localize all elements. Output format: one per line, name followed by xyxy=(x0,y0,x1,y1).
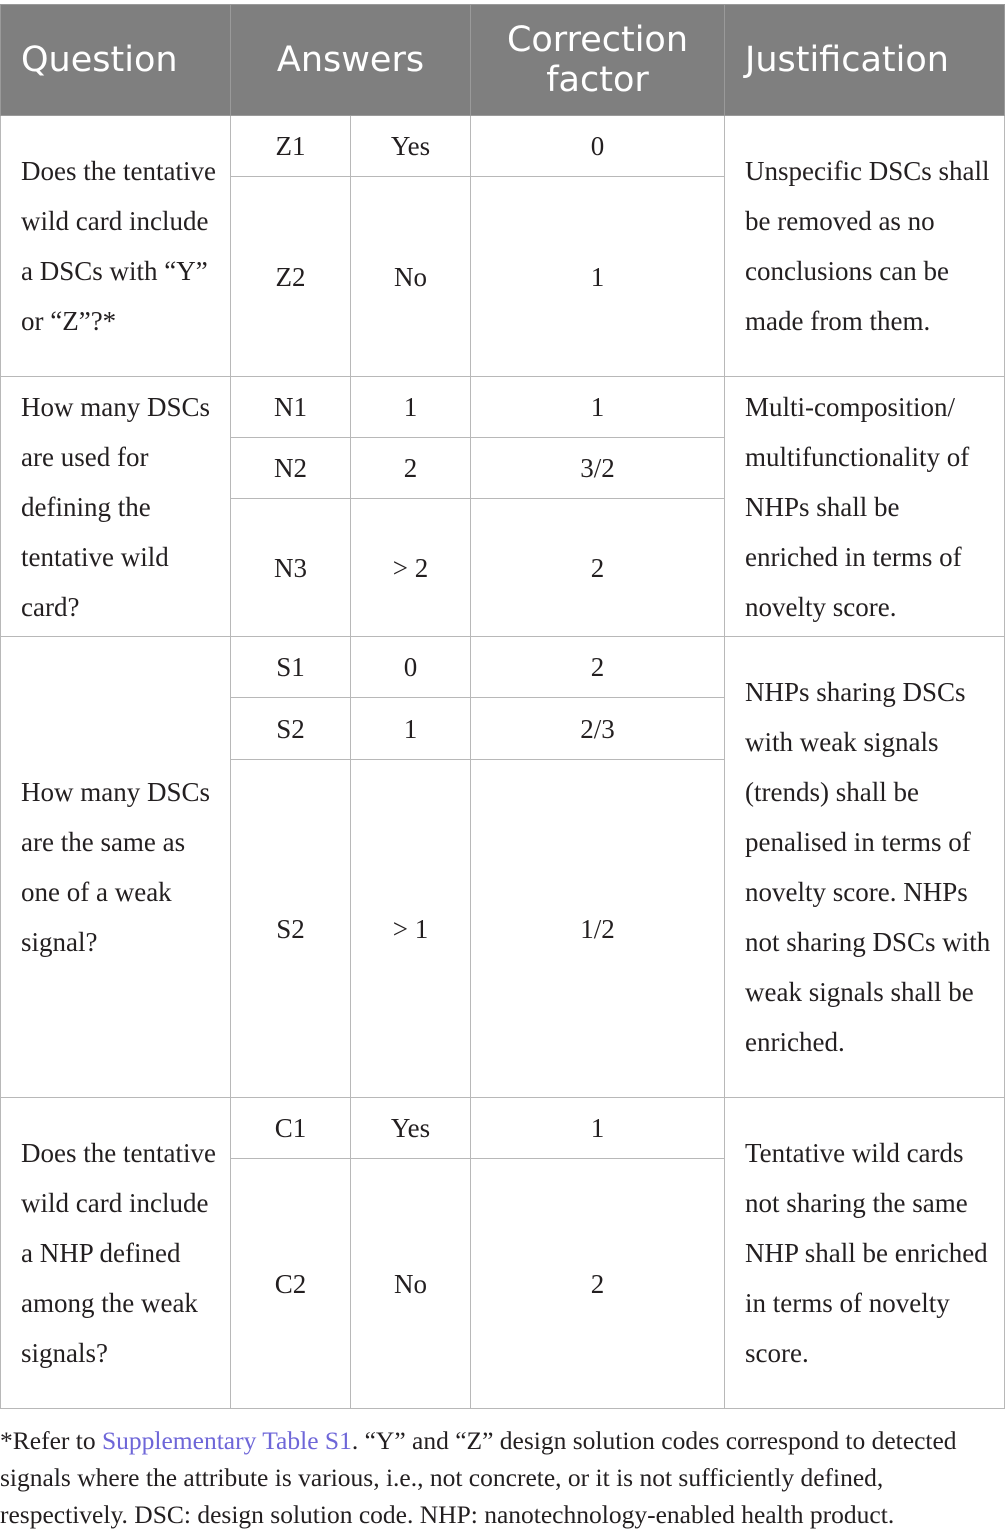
table-row xyxy=(1,377,1005,438)
correction-factor-cell: 1 xyxy=(471,1098,725,1159)
header-answers: Answers xyxy=(231,5,471,116)
correction-factor-cell: 2 xyxy=(471,1159,725,1409)
answer-cell: No xyxy=(351,177,471,377)
question-cell: Does the tentative wild card include a DSCs with “Y” or “Z”?* xyxy=(1,116,231,377)
header-question: Question xyxy=(1,5,231,116)
correction-factor-cell: 1 xyxy=(471,377,725,438)
answer-cell: 0 xyxy=(351,637,471,698)
correction-factor-cell: 2 xyxy=(471,499,725,637)
header-correction-line1: Correction xyxy=(506,20,689,60)
question-cell: Does the tentative wild card include a NHP defined among the weak signals? xyxy=(1,1098,231,1409)
header-row xyxy=(1,5,1005,116)
question-cell: How many DSCs are used for defining the tentative wild card? xyxy=(1,377,231,637)
justification-cell: NHPs sharing DSCs with weak signals (trends) shall be penalised in terms of novelty score. NHPs not sharing DSCs with weak signals shall be enriched. xyxy=(725,637,1005,1098)
answer-cell: > 2 xyxy=(351,499,471,637)
answer-cell: Yes xyxy=(351,116,471,177)
correction-factor-cell: 3/2 xyxy=(471,438,725,499)
correction-factor-cell: 1/2 xyxy=(471,760,725,1098)
answer-cell: Yes xyxy=(351,1098,471,1159)
answer-code-cell: C1 xyxy=(231,1098,351,1159)
answer-code-cell: C2 xyxy=(231,1159,351,1409)
table-row xyxy=(1,116,1005,177)
justification-cell: Unspecific DSCs shall be removed as no conclusions can be made from them. xyxy=(725,116,1005,377)
supplementary-table-link[interactable]: Supplementary Table S1 xyxy=(101,1426,352,1455)
table-row xyxy=(1,1098,1005,1159)
justification-cell: Multi-composition/ multifunctionality of NHPs shall be enriched in terms of novelty score. xyxy=(725,377,1005,637)
header-correction-line2: factor xyxy=(546,60,649,100)
answer-code-cell: N1 xyxy=(231,377,351,438)
correction-factor-cell: 0 xyxy=(471,116,725,177)
answer-cell: 1 xyxy=(351,377,471,438)
correction-factor-cell: 2 xyxy=(471,637,725,698)
header-correction-factor xyxy=(471,5,725,116)
justification-cell: Tentative wild cards not sharing the same NHP shall be enriched in terms of novelty score. xyxy=(725,1098,1005,1409)
answer-cell: 1 xyxy=(351,698,471,760)
answer-cell: 2 xyxy=(351,438,471,499)
footnote-text: . “Y” and “Z” design solution codes correspond to detected signals where the attribute is various, i.e., not concrete, or it is not sufficiently defined, respectively. DSC: design solution code. NHP: nanotechnology-enabled health product. xyxy=(0,1426,957,1529)
answer-code-cell: Z1 xyxy=(231,116,351,177)
correction-factor-table xyxy=(0,4,1005,1409)
answer-code-cell: N2 xyxy=(231,438,351,499)
answer-code-cell: Z2 xyxy=(231,177,351,377)
table-footnote xyxy=(0,1422,1004,1533)
answer-code-cell: S2 xyxy=(231,760,351,1098)
answer-code-cell: S2 xyxy=(231,698,351,760)
answer-cell: > 1 xyxy=(351,760,471,1098)
answer-code-cell: S1 xyxy=(231,637,351,698)
answer-code-cell: N3 xyxy=(231,499,351,637)
answer-cell: No xyxy=(351,1159,471,1409)
correction-factor-cell: 2/3 xyxy=(471,698,725,760)
question-cell: How many DSCs are the same as one of a weak signal? xyxy=(1,637,231,1098)
header-justification: Justification xyxy=(725,5,1005,116)
footnote-prefix: *Refer to xyxy=(0,1426,102,1455)
correction-factor-cell: 1 xyxy=(471,177,725,377)
table-row xyxy=(1,637,1005,698)
